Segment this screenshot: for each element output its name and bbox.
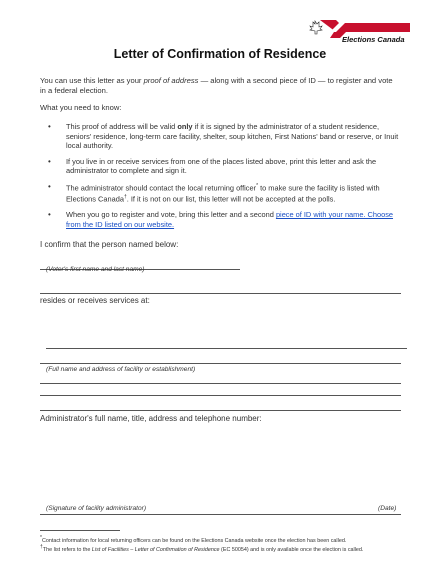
intro-text-end: — along with a second piece of ID — to register and vote in a federal election. xyxy=(40,76,393,95)
list-item xyxy=(40,182,400,204)
bullet-text-end: if it is signed by the administrator of a student residence, seniors' residence, long-term care facility, shelter, soup kitchen, First Nations' band or reserve, or Inuit local authority. xyxy=(66,122,399,151)
bullet-icon: • xyxy=(48,156,51,166)
facility-line-3[interactable] xyxy=(40,383,401,384)
intro-emphasis: proof of address xyxy=(143,76,199,85)
footnote-divider xyxy=(40,530,120,531)
signature-caption: (Signature of facility administrator) xyxy=(46,505,147,512)
id-list-link[interactable]: piece of ID with your name. Choose from the ID listed on our website. xyxy=(66,210,394,229)
signature-line[interactable] xyxy=(40,514,401,515)
list-item xyxy=(40,122,400,151)
footnote-text: Contact information for local returning officers can be found on the Elections Canada website once the election has been called. xyxy=(41,537,347,544)
footnote-1 xyxy=(40,535,346,544)
footnote-mark: † xyxy=(123,194,127,201)
footnote-mark: * xyxy=(40,535,42,541)
bullet-bold: only xyxy=(177,122,193,131)
need-heading: What you need to know: xyxy=(40,103,122,112)
info-list xyxy=(40,122,400,235)
facility-caption: (Full name and address of facility or establishment) xyxy=(46,366,196,373)
bullet-text-mid: to make sure the facility is listed with Elections Canada xyxy=(66,183,380,204)
intro-paragraph xyxy=(40,76,400,96)
footnote-text: The list refers to the xyxy=(42,546,92,553)
footnote-text-end: (EC 50054) and is only available once the election is called. xyxy=(219,546,364,553)
list-item xyxy=(40,157,400,176)
list-item xyxy=(40,210,400,229)
bullet-icon: • xyxy=(48,122,51,131)
footnote-mark: * xyxy=(256,182,259,189)
divider-line xyxy=(40,293,401,294)
elections-canada-logo xyxy=(306,18,410,44)
intro-text: You can use this letter as your xyxy=(40,76,144,85)
admin-label: Administrator's full name, title, address and telephone number: xyxy=(40,414,262,423)
date-caption: (Date) xyxy=(378,505,397,512)
resides-label: resides or receives services at: xyxy=(40,296,150,305)
footnote-italic: List of Facilities – Letter of Confirmation of Residence xyxy=(91,546,220,553)
bullet-text: If you live in or receive services from one of the places listed above, print this letter and ask the administrator to complete and sign it. xyxy=(66,156,377,176)
page-title: Letter of Confirmation of Residence xyxy=(113,47,327,61)
bullet-icon: • xyxy=(48,210,51,220)
voter-name-caption: (Voter's first name and last name) xyxy=(46,266,145,273)
facility-line-4[interactable] xyxy=(40,395,401,396)
confirm-statement: I confirm that the person named below: xyxy=(40,240,179,249)
logo-text: Elections Canada xyxy=(342,35,405,44)
bullet-icon: • xyxy=(48,181,51,191)
footnote-2 xyxy=(40,544,363,553)
facility-line-2[interactable] xyxy=(40,363,401,364)
bullet-text: The administrator should contact the local returning officer xyxy=(66,183,257,193)
footnote-mark: † xyxy=(40,544,43,550)
bullet-text-end: . If it is not on our list, this letter will not be accepted at the polls. xyxy=(126,194,336,204)
bullet-text: This proof of address will be valid xyxy=(66,122,178,131)
bullet-text: When you go to register and vote, bring this letter and a second xyxy=(66,210,276,220)
facility-line-1[interactable] xyxy=(46,348,407,349)
facility-line-5[interactable] xyxy=(40,410,401,411)
